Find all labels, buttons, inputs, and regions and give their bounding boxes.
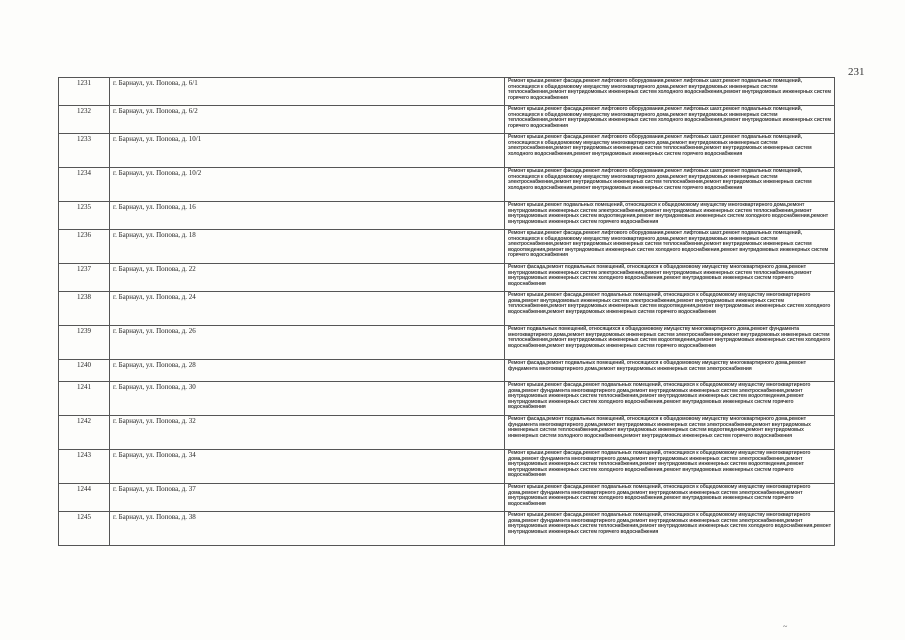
- table-row: [59, 168, 835, 202]
- row-number: 1234: [59, 168, 110, 202]
- row-number: 1245: [59, 512, 110, 546]
- table-row: [59, 78, 835, 106]
- table-row: [59, 450, 835, 484]
- page-number: 231: [848, 66, 865, 78]
- row-address: г. Барнаул, ул. Попова, д. 24: [110, 292, 505, 326]
- table-row: [59, 360, 835, 382]
- table-row: [59, 416, 835, 450]
- row-address: г. Барнаул, ул. Попова, д. 34: [110, 450, 505, 484]
- row-works: Ремонт фасада,ремонт подвальных помещений, относящихся к общедомовому имуществу многоквартирного дома,ремонт фундамента многоквартирного дома,ремонт внутридомовых инженерных систем электроснабжения,ремонт внутридомовых инженерных систем теплоснабжения,ремонт внутридомовых инженерных систем водоотведения,ремонт внутридомовых инженерных систем холодного водоснабжения,ремонт внутридомовых инженерных систем горячего водоснабжения: [505, 416, 835, 450]
- row-works: Ремонт крыши,ремонт фасада,ремонт лифтового оборудования,ремонт лифтовых шахт,ремонт подвальных помещений, относящихся к общедомовому имуществу многоквартирного дома,ремонт внутридомовых инженерных систем электроснабжения,ремонт внутридомовых инженерных систем теплоснабжения,ремонт внутридомовых инженерных систем холодного водоснабжения,ремонт внутридомовых инженерных систем горячего водоснабжения: [505, 134, 835, 168]
- row-works: Ремонт фасада,ремонт подвальных помещений, относящихся к общедомовому имуществу многоквартирного дома,ремонт внутридомовых инженерных систем электроснабжения,ремонт внутридомовых инженерных систем теплоснабжения,ремонт внутридомовых инженерных систем холодного водоснабжения,ремонт внутридомовых инженерных систем горячего водоснабжения: [505, 264, 835, 292]
- row-address: г. Барнаул, ул. Попова, д. 38: [110, 512, 505, 546]
- row-works: Ремонт крыши,ремонт фасада,ремонт подвальных помещений, относящихся к общедомовому имуществу многоквартирного дома,ремонт внутридомовых инженерных систем электроснабжения,ремонт внутридомовых инженерных систем теплоснабжения,ремонт внутридомовых инженерных систем водоотведения,ремонт внутридомовых инженерных систем холодного водоснабжения,ремонт внутридомовых инженерных систем горячего водоснабжения: [505, 292, 835, 326]
- row-number: 1241: [59, 382, 110, 416]
- row-number: 1238: [59, 292, 110, 326]
- row-address: г. Барнаул, ул. Попова, д. 30: [110, 382, 505, 416]
- registry-table: [58, 77, 835, 546]
- row-number: 1237: [59, 264, 110, 292]
- table-row: [59, 326, 835, 360]
- table-row: [59, 230, 835, 264]
- row-address: г. Барнаул, ул. Попова, д. 37: [110, 484, 505, 512]
- row-works: Ремонт крыши,ремонт фасада,ремонт лифтового оборудования,ремонт лифтовых шахт,ремонт подвальных помещений, относящихся к общедомовому имуществу многоквартирного дома,ремонт внутридомовых инженерных систем теплоснабжения,ремонт внутридомовых инженерных систем холодного водоснабжения,ремонт внутридомовых инженерных систем горячего водоснабжения: [505, 78, 835, 106]
- row-address: г. Барнаул, ул. Попова, д. 10/1: [110, 134, 505, 168]
- registry-rows: [59, 78, 835, 546]
- row-works: Ремонт крыши,ремонт фасада,ремонт подвальных помещений, относящихся к общедомовому имуществу многоквартирного дома,ремонт фундамента многоквартирного дома,ремонт внутридомовых инженерных систем электроснабжения,ремонт внутридомовых инженерных систем холодного водоснабжения,ремонт внутридомовых инженерных систем горячего водоснабжения: [505, 484, 835, 512]
- row-number: 1231: [59, 78, 110, 106]
- row-address: г. Барнаул, ул. Попова, д. 28: [110, 360, 505, 382]
- row-works: Ремонт крыши,ремонт фасада,ремонт подвальных помещений, относящихся к общедомовому имуществу многоквартирного дома,ремонт фундамента многоквартирного дома,ремонт внутридомовых инженерных систем электроснабжения,ремонт внутридомовых инженерных систем теплоснабжения,ремонт внутридомовых инженерных систем водоотведения,ремонт внутридомовых инженерных систем холодного водоснабжения,ремонт внутридомовых инженерных систем горячего водоснабжения: [505, 382, 835, 416]
- row-number: 1243: [59, 450, 110, 484]
- row-works: Ремонт крыши,ремонт фасада,ремонт подвальных помещений, относящихся к общедомовому имуществу многоквартирного дома,ремонт фундамента многоквартирного дома,ремонт внутридомовых инженерных систем электроснабжения,ремонт внутридомовых инженерных систем теплоснабжения,ремонт внутридомовых инженерных систем водоотведения,ремонт внутридомовых инженерных систем холодного водоснабжения,ремонт внутридомовых инженерных систем горячего водоснабжения: [505, 450, 835, 484]
- row-works: Ремонт крыши,ремонт фасада,ремонт лифтового оборудования,ремонт лифтовых шахт,ремонт подвальных помещений, относящихся к общедомовому имуществу многоквартирного дома,ремонт внутридомовых инженерных систем электроснабжения,ремонт внутридомовых инженерных систем теплоснабжения,ремонт внутридомовых инженерных систем водоотведения,ремонт внутридомовых инженерных систем холодного водоснабжения,ремонт внутридомовых инженерных систем горячего водоснабжения: [505, 230, 835, 264]
- row-works: Ремонт крыши,ремонт фасада,ремонт подвальных помещений, относящихся к общедомовому имуществу многоквартирного дома,ремонт фундамента многоквартирного дома,ремонт внутридомовых инженерных систем электроснабжения,ремонт внутридомовых инженерных систем теплоснабжения,ремонт внутридомовых инженерных систем холодного водоснабжения,ремонт внутридомовых инженерных систем горячего водоснабжения: [505, 512, 835, 546]
- table-row: [59, 202, 835, 230]
- table-row: [59, 264, 835, 292]
- row-number: 1235: [59, 202, 110, 230]
- row-address: г. Барнаул, ул. Попова, д. 26: [110, 326, 505, 360]
- row-number: 1233: [59, 134, 110, 168]
- row-works: Ремонт фасада,ремонт подвальных помещений, относящихся к общедомовому имуществу многоквартирного дома,ремонт фундамента многоквартирного дома,ремонт внутридомовых инженерных систем электроснабжения: [505, 360, 835, 382]
- row-address: г. Барнаул, ул. Попова, д. 32: [110, 416, 505, 450]
- row-number: 1236: [59, 230, 110, 264]
- row-address: г. Барнаул, ул. Попова, д. 10/2: [110, 168, 505, 202]
- corner-mark: ~: [783, 622, 788, 631]
- row-address: г. Барнаул, ул. Попова, д. 6/2: [110, 106, 505, 134]
- row-works: Ремонт крыши,ремонт фасада,ремонт лифтового оборудования,ремонт лифтовых шахт,ремонт подвальных помещений, относящихся к общедомовому имуществу многоквартирного дома,ремонт внутридомовых инженерных систем электроснабжения,ремонт внутридомовых инженерных систем теплоснабжения,ремонт внутридомовых инженерных систем холодного водоснабжения,ремонт внутридомовых инженерных систем горячего водоснабжения: [505, 168, 835, 202]
- row-works: Ремонт крыши,ремонт подвальных помещений, относящихся к общедомовому имуществу многоквартирного дома,ремонт внутридомовых инженерных систем электроснабжения,ремонт внутридомовых инженерных систем теплоснабжения,ремонт внутридомовых инженерных систем водоотведения,ремонт внутридомовых инженерных систем холодного водоснабжения,ремонт внутридомовых инженерных систем горячего водоснабжения: [505, 202, 835, 230]
- table-row: [59, 382, 835, 416]
- row-works: Ремонт подвальных помещений, относящихся к общедомовому имуществу многоквартирного дома,ремонт фундамента многоквартирного дома,ремонт внутридомовых инженерных систем электроснабжения,ремонт внутридомовых инженерных систем теплоснабжения,ремонт внутридомовых инженерных систем водоотведения,ремонт внутридомовых инженерных систем холодного водоснабжения,ремонт внутридомовых инженерных систем горячего водоснабжения: [505, 326, 835, 360]
- row-number: 1239: [59, 326, 110, 360]
- row-address: г. Барнаул, ул. Попова, д. 6/1: [110, 78, 505, 106]
- table-row: [59, 512, 835, 546]
- row-address: г. Барнаул, ул. Попова, д. 16: [110, 202, 505, 230]
- table-row: [59, 292, 835, 326]
- row-works: Ремонт крыши,ремонт фасада,ремонт лифтового оборудования,ремонт лифтовых шахт,ремонт подвальных помещений, относящихся к общедомовому имуществу многоквартирного дома,ремонт внутридомовых инженерных систем теплоснабжения,ремонт внутридомовых инженерных систем холодного водоснабжения,ремонт внутридомовых инженерных систем горячего водоснабжения: [505, 106, 835, 134]
- row-number: 1244: [59, 484, 110, 512]
- table-row: [59, 484, 835, 512]
- row-number: 1240: [59, 360, 110, 382]
- row-number: 1242: [59, 416, 110, 450]
- row-address: г. Барнаул, ул. Попова, д. 22: [110, 264, 505, 292]
- row-number: 1232: [59, 106, 110, 134]
- row-address: г. Барнаул, ул. Попова, д. 18: [110, 230, 505, 264]
- table-row: [59, 106, 835, 134]
- table-row: [59, 134, 835, 168]
